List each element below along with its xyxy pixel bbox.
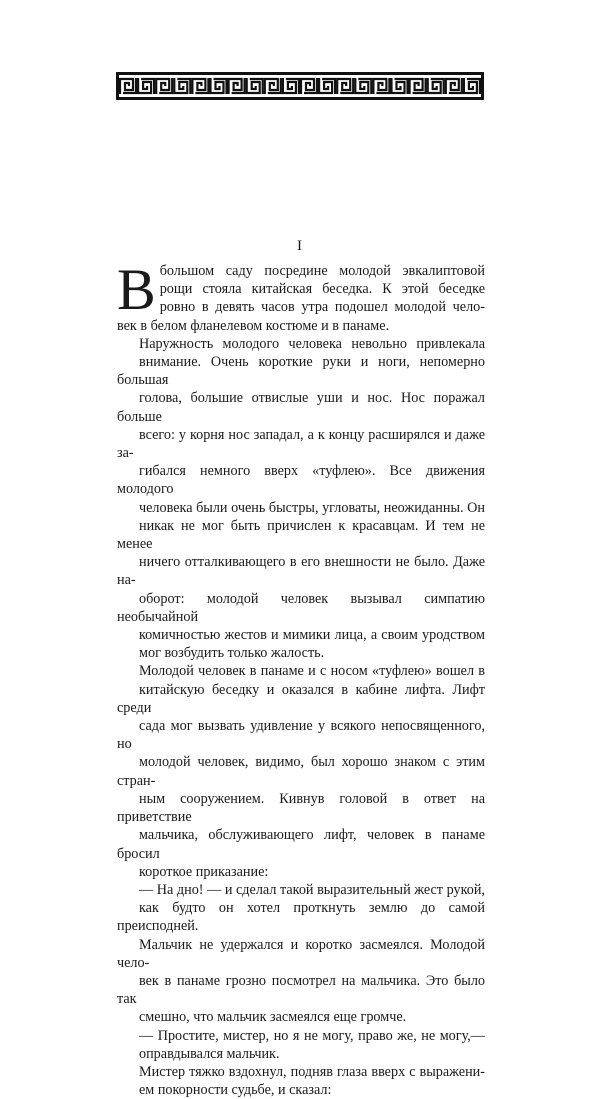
text-line: внимание. Очень короткие руки и ноги, непомерно большая	[117, 354, 485, 389]
text-line: ничего отталкивающего в его внешности не было. Даже на-	[117, 554, 485, 589]
text-line: как будто он хотел проткнуть землю до самой преисподней.	[117, 900, 485, 935]
paragraph	[117, 1027, 485, 1063]
text-line: — На дно! — и сделал такой выразительный жест рукой,	[139, 881, 485, 898]
text-line: сада мог вызвать удивление у всякого непосвященного, но	[117, 718, 485, 753]
text-line: никак не мог быть причислен к красавцам. И тем не менее	[117, 517, 485, 553]
text-line: век в панаме грозно посмотрел на мальчика. Это было так	[117, 972, 485, 1008]
text-line: Наружность молодого человека невольно привлекала	[139, 335, 485, 352]
paragraph	[117, 1063, 485, 1099]
text-line: ным сооружением. Кивнув головой в ответ на приветствие	[117, 790, 485, 826]
chapter-number: I	[297, 238, 303, 254]
text-line: оборот: молодой человек вызывал симпатию необычайной	[117, 590, 485, 625]
text-line: век в белом фланелевом костюме и в панаме.	[117, 317, 390, 334]
text-line: — Простите, мистер, но я не могу, право же, не могу,—	[139, 1027, 485, 1044]
chapter-text	[117, 257, 485, 1099]
paragraph	[117, 335, 485, 663]
text-line: всего: у корня нос западал, а к концу расширялся и даже за-	[117, 426, 485, 462]
text-line: рощи стояла китайская беседка. К этой беседке	[159, 281, 485, 298]
chapter-ornament	[115, 71, 485, 101]
text-line: короткое приказание:	[139, 863, 269, 880]
text-line: Мистер тяжко вздохнул, подняв глаза вверх с выражени-	[139, 1063, 485, 1080]
text-line: ем покорности судьбе, и сказал:	[139, 1082, 332, 1099]
text-line: гибался немного вверх «туфлею». Все движения молодого	[117, 463, 485, 498]
text-line: оправдывался мальчик.	[139, 1045, 280, 1062]
text-line: Молодой человек в панаме и с носом «туфлею» вошел в	[139, 663, 485, 680]
text-line: большом саду посредине молодой эвкалиптовой	[159, 263, 485, 279]
text-line: человека были очень быстры, угловаты, неожиданны. Он	[139, 499, 485, 516]
paragraph	[117, 257, 485, 335]
paragraph	[117, 881, 485, 1027]
text-line: китайскую беседку и оказался в кабине лифта. Лифт среди	[117, 681, 485, 716]
text-line: голова, большие отвислые уши и нос. Нос поражал больше	[117, 390, 485, 425]
text-line: смешно, что мальчик засмеялся еще громче.	[139, 1009, 407, 1026]
paragraph	[117, 662, 485, 880]
text-line: комичностью жестов и мимики лица, а своим уродством	[139, 627, 485, 644]
meander-ornament-icon	[115, 71, 485, 101]
text-line: ровно в девять часов утра подошел молодой чело-	[159, 299, 485, 316]
text-line: молодой человек, видимо, был хорошо знаком с этим стран-	[117, 754, 485, 789]
text-line: Мальчик не удержался и коротко засмеялся. Молодой чело-	[117, 936, 485, 971]
drop-cap: В	[117, 257, 156, 322]
text-line: мальчика, обслуживающего лифт, человек в панаме бросил	[117, 827, 485, 862]
text-line: мог возбудить только жалость.	[139, 645, 325, 662]
